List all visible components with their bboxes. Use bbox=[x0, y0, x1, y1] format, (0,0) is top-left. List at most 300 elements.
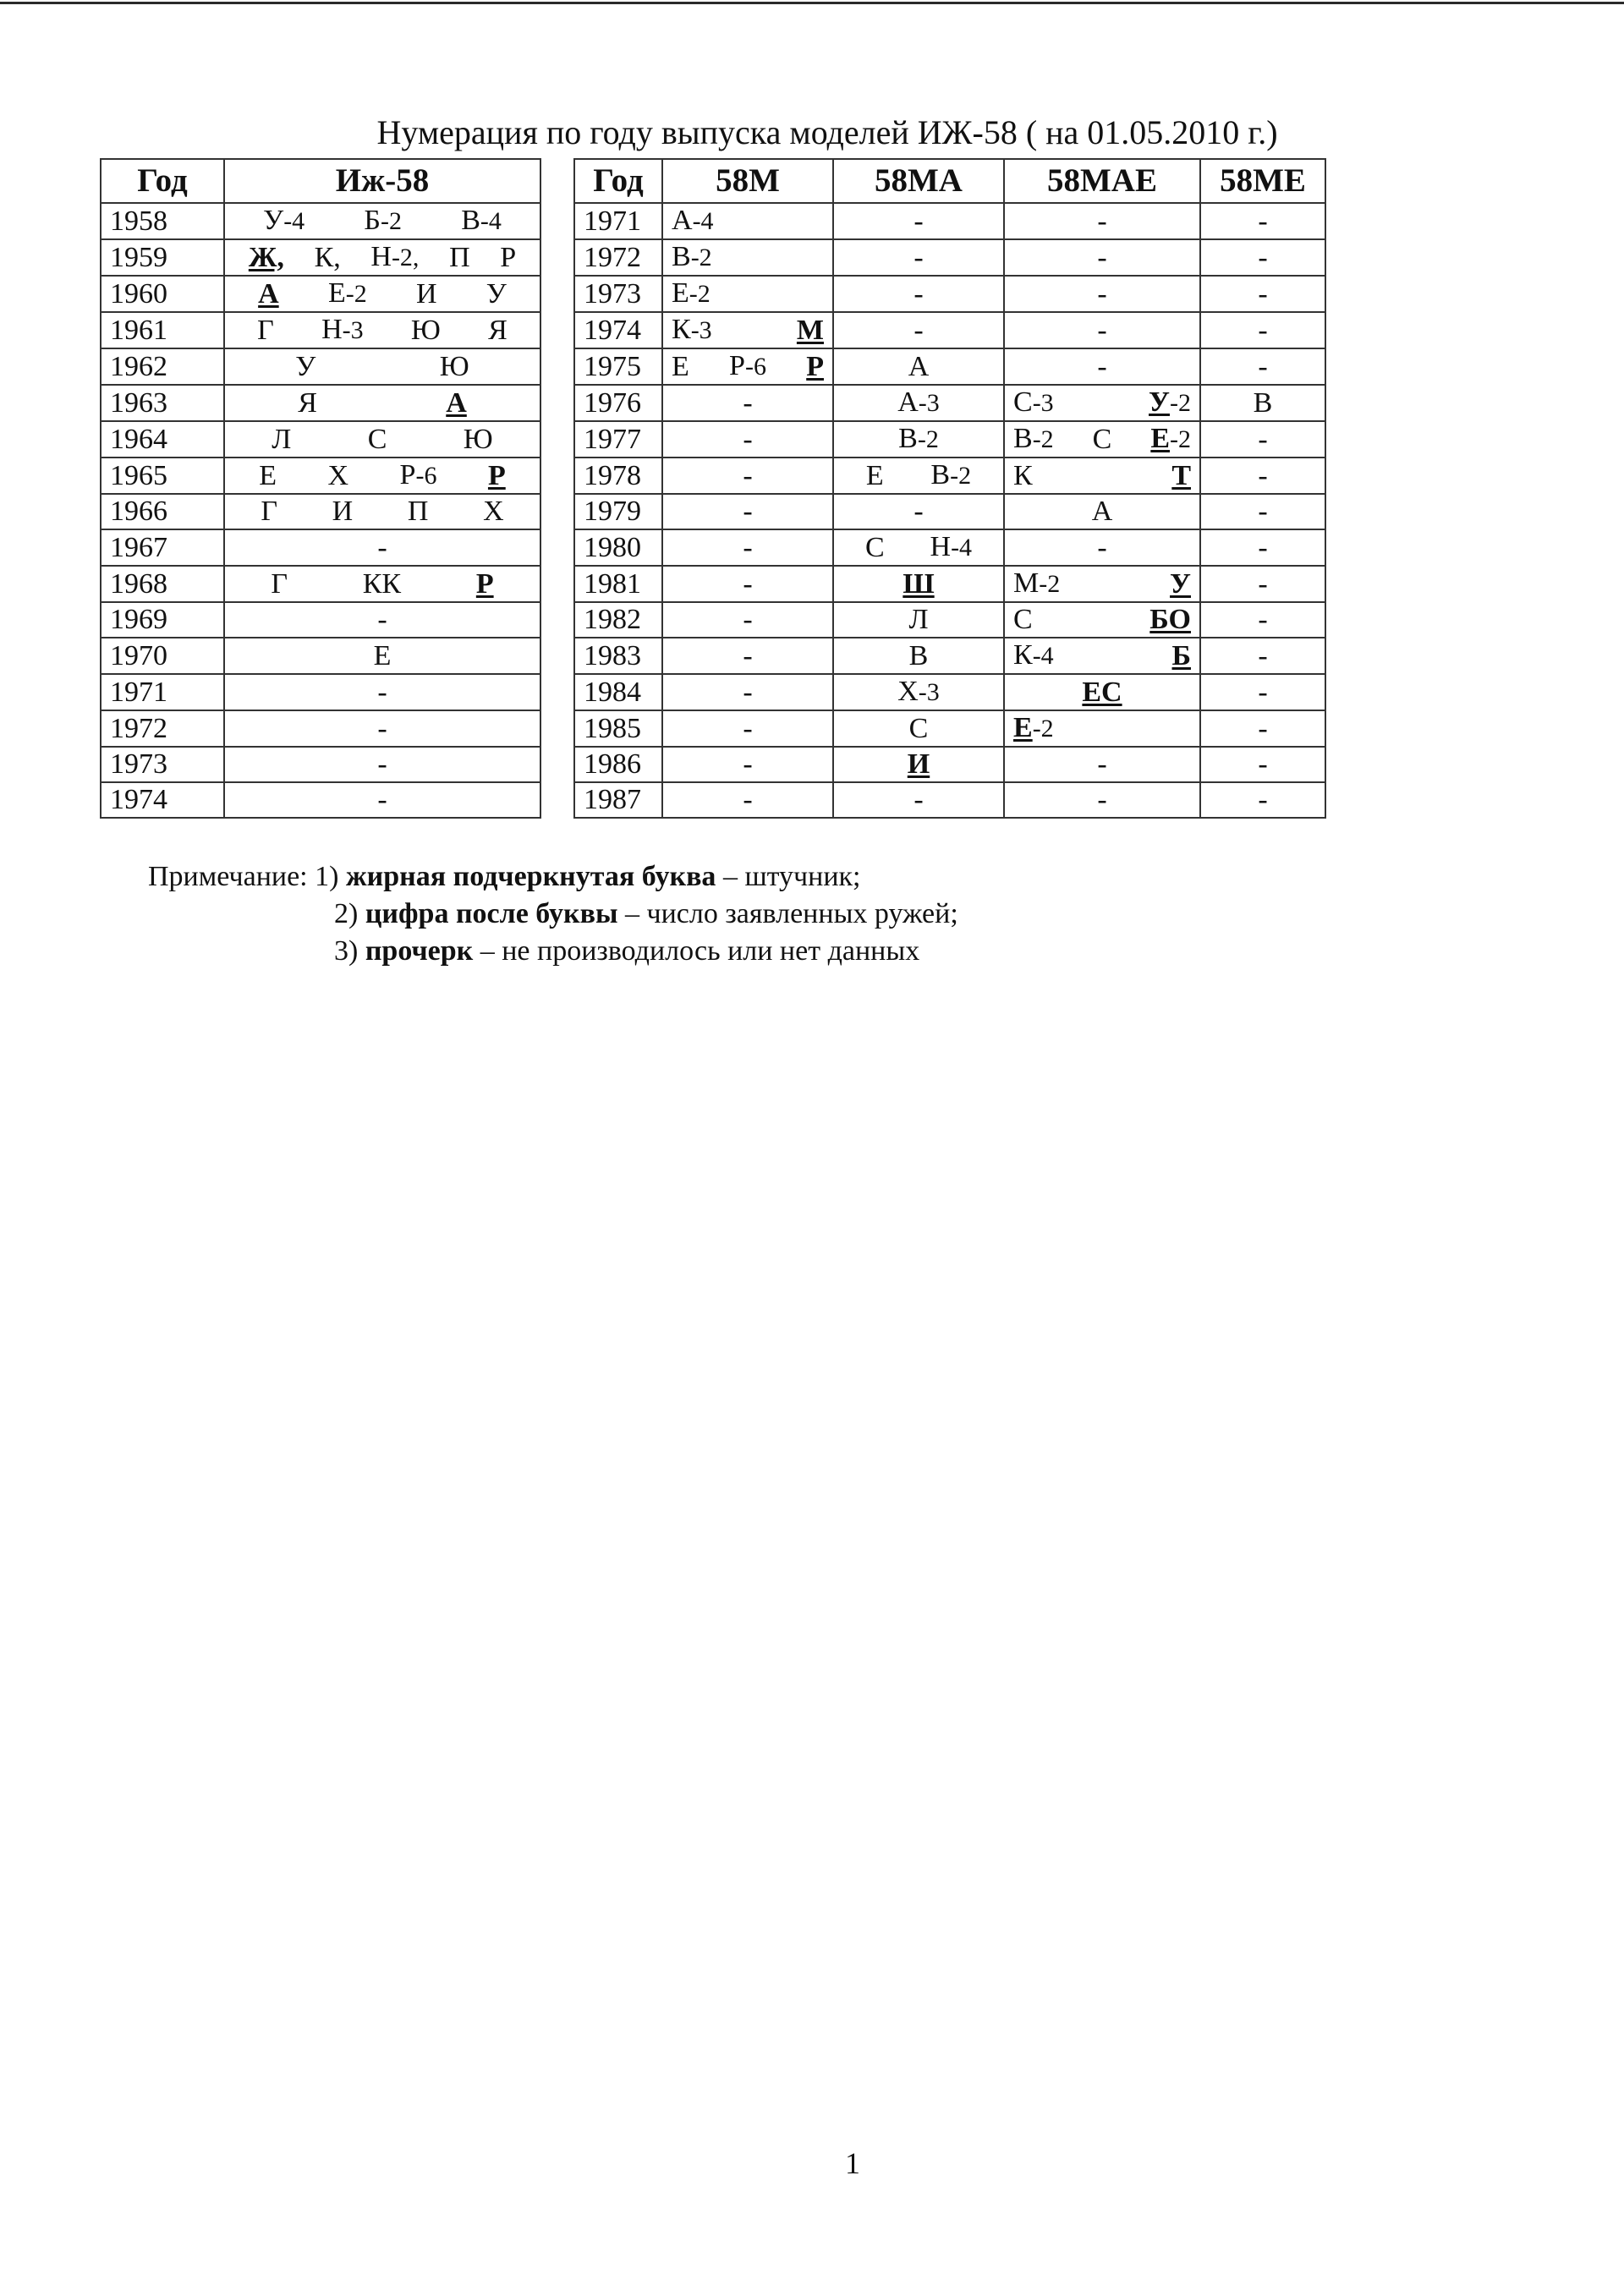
year-cell: 1963 bbox=[101, 385, 224, 421]
dash-mark: - bbox=[914, 241, 924, 273]
code-group bbox=[500, 241, 516, 275]
code-group bbox=[1149, 603, 1191, 637]
column-gap bbox=[540, 385, 574, 421]
dash-mark: - bbox=[377, 676, 387, 708]
code-group bbox=[914, 205, 923, 238]
letter: А bbox=[908, 350, 930, 382]
year-cell: 1965 bbox=[101, 458, 224, 494]
year-cell: 1973 bbox=[574, 276, 662, 312]
code-group bbox=[295, 350, 315, 384]
cell-content bbox=[1210, 567, 1316, 601]
table-row bbox=[101, 710, 1325, 747]
cell-content bbox=[1013, 277, 1191, 311]
58mae-cell bbox=[1004, 566, 1200, 602]
code-group bbox=[1258, 567, 1267, 601]
column-gap bbox=[540, 421, 574, 458]
custom-letter: Е bbox=[1150, 423, 1170, 454]
letter: С bbox=[864, 531, 885, 563]
58ma-cell bbox=[833, 529, 1004, 566]
58me-cell bbox=[1200, 674, 1325, 710]
year-cell: 1985 bbox=[574, 710, 662, 747]
code-group bbox=[1097, 783, 1106, 817]
code-group bbox=[672, 240, 712, 275]
code-group bbox=[315, 241, 341, 275]
cell-content bbox=[1210, 676, 1316, 710]
letter: В bbox=[930, 459, 951, 490]
58ma-cell bbox=[833, 494, 1004, 529]
code-group bbox=[1172, 639, 1191, 673]
58m-cell bbox=[662, 782, 833, 818]
cell-content bbox=[1013, 748, 1191, 781]
letter: У bbox=[295, 350, 316, 382]
58m-cell bbox=[662, 494, 833, 529]
code-group bbox=[446, 386, 467, 420]
code-group bbox=[483, 495, 504, 529]
code-group bbox=[272, 423, 291, 457]
letter: Г bbox=[261, 496, 277, 527]
year-cell: 1966 bbox=[101, 494, 224, 529]
cell-content bbox=[1210, 350, 1316, 384]
letter: Р bbox=[500, 241, 517, 273]
58mae-cell bbox=[1004, 782, 1200, 818]
58mae-cell bbox=[1004, 747, 1200, 782]
code-group bbox=[1097, 531, 1106, 565]
cell-content bbox=[842, 277, 995, 311]
code-group bbox=[1097, 314, 1106, 348]
code-group bbox=[1258, 676, 1267, 710]
code-group bbox=[908, 603, 928, 637]
table-row bbox=[101, 566, 1325, 602]
scan-top-edge bbox=[0, 2, 1624, 4]
year-cell: 1961 bbox=[101, 312, 224, 348]
cell-content bbox=[1210, 603, 1316, 637]
58mae-cell bbox=[1004, 494, 1200, 529]
year-cell: 1982 bbox=[574, 602, 662, 638]
58ma-cell bbox=[833, 421, 1004, 458]
cell-content bbox=[672, 531, 824, 565]
code-group bbox=[1258, 241, 1267, 275]
code-group bbox=[1013, 459, 1033, 493]
count-suffix: -2 bbox=[1170, 425, 1191, 453]
cell-content bbox=[672, 386, 824, 420]
code-group bbox=[914, 783, 923, 817]
58me-cell bbox=[1200, 385, 1325, 421]
letter: У bbox=[486, 277, 507, 310]
cell-content bbox=[233, 386, 531, 420]
dash-mark: - bbox=[743, 531, 753, 563]
year-cell: 1967 bbox=[101, 529, 224, 566]
code-group bbox=[374, 639, 392, 673]
cell-content bbox=[1210, 314, 1316, 348]
count-suffix: -3 bbox=[918, 389, 940, 417]
year-cell: 1974 bbox=[101, 782, 224, 818]
izh58-cell bbox=[224, 710, 540, 747]
58ma-cell bbox=[833, 602, 1004, 638]
58mae-cell bbox=[1004, 203, 1200, 239]
dash-mark: - bbox=[1258, 748, 1268, 780]
dash-mark: - bbox=[1097, 748, 1107, 780]
letter: Е bbox=[327, 277, 346, 309]
table-row bbox=[101, 494, 1325, 529]
letter: Р bbox=[729, 350, 745, 381]
code-group bbox=[1254, 386, 1273, 420]
58mae-cell bbox=[1004, 312, 1200, 348]
cell-content bbox=[672, 204, 824, 238]
count-suffix: -3 bbox=[690, 316, 712, 344]
izh58-cell bbox=[224, 239, 540, 276]
code-group bbox=[1258, 314, 1267, 348]
code-group bbox=[261, 495, 277, 529]
code-group bbox=[259, 459, 277, 493]
58mae-cell bbox=[1004, 602, 1200, 638]
column-gap bbox=[540, 782, 574, 818]
table-header-row bbox=[101, 159, 1325, 203]
cell-content bbox=[233, 458, 531, 493]
column-gap bbox=[540, 239, 574, 276]
izh58-cell bbox=[224, 494, 540, 529]
code-group bbox=[1013, 386, 1054, 420]
letter: Я bbox=[298, 386, 317, 419]
code-group bbox=[416, 277, 437, 311]
code-group bbox=[464, 423, 493, 457]
code-group bbox=[909, 712, 929, 746]
code-group bbox=[377, 783, 387, 817]
code-group bbox=[271, 567, 288, 601]
year-cell: 1978 bbox=[574, 458, 662, 494]
dash-mark: - bbox=[914, 784, 924, 815]
58ma-cell bbox=[833, 312, 1004, 348]
code-group bbox=[914, 495, 923, 529]
letter: А bbox=[672, 205, 693, 236]
header-58m: 58М bbox=[662, 159, 833, 203]
cell-content bbox=[842, 205, 995, 238]
count-suffix: -3 bbox=[1032, 389, 1054, 417]
code-group bbox=[332, 495, 354, 529]
count-suffix: -2, bbox=[391, 244, 420, 271]
count-suffix: -2 bbox=[689, 280, 710, 308]
code-group bbox=[1097, 205, 1106, 238]
dash-mark: - bbox=[1097, 350, 1107, 382]
header-58ma: 58МА bbox=[833, 159, 1004, 203]
dash-mark: - bbox=[377, 748, 387, 780]
cell-content bbox=[842, 386, 995, 420]
58mae-cell bbox=[1004, 458, 1200, 494]
code-group bbox=[743, 783, 752, 817]
page-title: Нумерация по году выпуска моделей ИЖ-58 ( на 01.05.2010 г.) bbox=[376, 113, 1278, 151]
cell-content bbox=[233, 204, 531, 238]
58ma-cell bbox=[833, 203, 1004, 239]
letter: В bbox=[672, 241, 691, 272]
cell-content bbox=[842, 783, 995, 817]
cell-content bbox=[233, 240, 531, 275]
cell-content bbox=[1013, 676, 1191, 710]
cell-content bbox=[672, 349, 824, 384]
cell-content bbox=[842, 748, 995, 781]
code-group bbox=[914, 314, 923, 348]
58me-cell bbox=[1200, 782, 1325, 818]
custom-letter: БО bbox=[1149, 604, 1191, 635]
column-gap bbox=[540, 458, 574, 494]
cell-content bbox=[672, 712, 824, 746]
column-gap bbox=[540, 602, 574, 638]
code-group bbox=[897, 386, 940, 420]
dash-mark: - bbox=[1258, 241, 1268, 273]
code-group bbox=[1258, 495, 1267, 529]
cell-content bbox=[672, 459, 824, 493]
letter: Х bbox=[327, 459, 349, 491]
year-cell: 1964 bbox=[101, 421, 224, 458]
58me-cell bbox=[1200, 421, 1325, 458]
dash-mark: - bbox=[1258, 784, 1268, 815]
code-group bbox=[1097, 241, 1106, 275]
58ma-cell bbox=[833, 638, 1004, 674]
column-gap bbox=[540, 638, 574, 674]
count-suffix: -2 bbox=[917, 425, 939, 453]
cell-content bbox=[842, 530, 995, 565]
dash-mark: - bbox=[1258, 604, 1268, 635]
58me-cell bbox=[1200, 348, 1325, 385]
code-group bbox=[249, 241, 284, 275]
58me-cell bbox=[1200, 566, 1325, 602]
cell-content bbox=[1013, 783, 1191, 817]
58me-cell bbox=[1200, 494, 1325, 529]
count-suffix: -2 bbox=[345, 280, 367, 308]
custom-letter: Р bbox=[487, 459, 506, 491]
code-group bbox=[1258, 531, 1267, 565]
cell-content bbox=[233, 567, 531, 601]
dash-mark: - bbox=[743, 712, 753, 744]
izh58-cell bbox=[224, 529, 540, 566]
code-group bbox=[1171, 459, 1191, 493]
year-cell: 1984 bbox=[574, 674, 662, 710]
cell-content bbox=[1013, 241, 1191, 275]
table-row bbox=[101, 529, 1325, 566]
letter: И bbox=[332, 496, 354, 527]
year-cell: 1971 bbox=[574, 203, 662, 239]
58m-cell bbox=[662, 566, 833, 602]
code-group bbox=[914, 277, 923, 311]
column-gap bbox=[540, 494, 574, 529]
year-cell: 1981 bbox=[574, 566, 662, 602]
header-58mae: 58МАЕ bbox=[1004, 159, 1200, 203]
cell-content bbox=[1210, 783, 1316, 817]
custom-letter: У bbox=[1170, 567, 1191, 600]
dash-mark: - bbox=[377, 604, 387, 635]
dash-mark: - bbox=[743, 784, 753, 815]
count-suffix: -4 bbox=[951, 534, 973, 562]
izh58-cell bbox=[224, 602, 540, 638]
letter: В bbox=[1013, 423, 1033, 454]
letter: Г bbox=[271, 567, 288, 600]
count-suffix: -6 bbox=[415, 462, 437, 490]
code-group bbox=[743, 386, 752, 420]
cell-content bbox=[1210, 531, 1316, 565]
cell-content bbox=[842, 639, 995, 673]
letter: С bbox=[908, 712, 929, 744]
code-group bbox=[1258, 205, 1267, 238]
year-cell: 1960 bbox=[101, 276, 224, 312]
letter: В bbox=[1253, 386, 1273, 419]
58m-cell bbox=[662, 385, 833, 421]
58m-cell bbox=[662, 529, 833, 566]
dash-mark: - bbox=[1258, 423, 1268, 455]
code-group bbox=[363, 567, 401, 601]
dash-mark: - bbox=[1258, 205, 1268, 237]
58m-cell bbox=[662, 602, 833, 638]
custom-letter: И bbox=[907, 748, 930, 780]
cell-content bbox=[1013, 711, 1191, 746]
code-group bbox=[1093, 423, 1112, 457]
izh58-cell bbox=[224, 312, 540, 348]
letter: С bbox=[1092, 423, 1112, 455]
code-group bbox=[743, 748, 752, 781]
cell-content bbox=[672, 423, 824, 457]
code-group bbox=[408, 495, 429, 529]
letter: Н bbox=[930, 531, 952, 562]
custom-letter: Е bbox=[1013, 712, 1033, 743]
letter: С bbox=[367, 423, 387, 455]
code-group bbox=[930, 530, 973, 565]
58ma-cell bbox=[833, 782, 1004, 818]
code-group bbox=[743, 603, 752, 637]
dash-mark: - bbox=[1097, 314, 1107, 346]
58m-cell bbox=[662, 348, 833, 385]
custom-letter: Б bbox=[1171, 639, 1191, 671]
column-gap bbox=[540, 276, 574, 312]
cell-content bbox=[1013, 531, 1191, 565]
code-group bbox=[743, 712, 752, 746]
letter: К, bbox=[314, 241, 341, 273]
cell-content bbox=[233, 277, 531, 311]
letter: П bbox=[407, 496, 429, 527]
cell-content bbox=[672, 603, 824, 637]
izh58-cell bbox=[224, 674, 540, 710]
table-row bbox=[101, 239, 1325, 276]
code-group bbox=[1258, 712, 1267, 746]
letter: И bbox=[415, 277, 437, 310]
dash-mark: - bbox=[1258, 496, 1268, 527]
letter: Г bbox=[257, 314, 274, 346]
58ma-cell bbox=[833, 239, 1004, 276]
letter: В bbox=[908, 639, 929, 671]
custom-letter: М bbox=[796, 314, 824, 346]
year-cell: 1973 bbox=[101, 747, 224, 782]
letter: Ю bbox=[439, 350, 469, 382]
letter: Е bbox=[672, 277, 689, 309]
year-cell: 1976 bbox=[574, 385, 662, 421]
code-group bbox=[898, 422, 939, 457]
year-cell: 1974 bbox=[574, 312, 662, 348]
izh58-cell bbox=[224, 566, 540, 602]
note-1: Примечание: 1) жирная подчеркнутая буква – штучник; bbox=[148, 861, 861, 892]
dash-mark: - bbox=[377, 531, 387, 563]
code-group bbox=[743, 423, 752, 457]
izh58-cell bbox=[224, 203, 540, 239]
cell-content bbox=[672, 783, 824, 817]
code-group bbox=[400, 458, 437, 493]
column-gap bbox=[540, 348, 574, 385]
cell-content bbox=[1210, 748, 1316, 781]
code-group bbox=[1013, 711, 1054, 746]
code-group bbox=[368, 423, 387, 457]
58m-cell bbox=[662, 421, 833, 458]
count-suffix: -6 bbox=[744, 353, 766, 381]
dash-mark: - bbox=[743, 604, 753, 635]
cell-content bbox=[1013, 350, 1191, 384]
code-group bbox=[865, 531, 885, 565]
letter: Л bbox=[908, 604, 929, 635]
code-group bbox=[897, 675, 940, 710]
cell-content bbox=[233, 495, 531, 529]
code-group bbox=[729, 349, 766, 384]
code-group bbox=[1013, 567, 1060, 601]
year-cell: 1972 bbox=[101, 710, 224, 747]
table-row bbox=[101, 421, 1325, 458]
dash-mark: - bbox=[1258, 567, 1268, 600]
code-group bbox=[370, 240, 419, 275]
letter: А bbox=[1091, 496, 1113, 527]
column-gap bbox=[540, 747, 574, 782]
code-group bbox=[321, 313, 364, 348]
count-suffix: -3 bbox=[342, 316, 364, 344]
count-suffix: -2 bbox=[380, 207, 402, 235]
column-gap bbox=[540, 710, 574, 747]
cell-content bbox=[672, 313, 824, 348]
code-group bbox=[377, 531, 387, 565]
letter: Я bbox=[488, 314, 508, 346]
izh58-cell bbox=[224, 276, 540, 312]
dash-mark: - bbox=[743, 748, 753, 780]
column-gap bbox=[540, 674, 574, 710]
note-2: 2) цифра после буквы – число заявленных ружей; bbox=[334, 898, 958, 929]
count-suffix: -2 bbox=[1032, 715, 1054, 743]
year-cell: 1983 bbox=[574, 638, 662, 674]
cell-content bbox=[1013, 422, 1191, 457]
code-group bbox=[1258, 423, 1267, 457]
code-group bbox=[328, 277, 367, 311]
58ma-cell bbox=[833, 710, 1004, 747]
dash-mark: - bbox=[743, 386, 753, 419]
code-group bbox=[461, 204, 502, 238]
dash-mark: - bbox=[1258, 676, 1268, 708]
cell-content bbox=[1210, 241, 1316, 275]
cell-content bbox=[1013, 205, 1191, 238]
code-group bbox=[672, 204, 714, 238]
cell-content bbox=[233, 783, 531, 817]
letter: Ю bbox=[410, 314, 441, 346]
column-gap bbox=[540, 529, 574, 566]
cell-content bbox=[1210, 423, 1316, 457]
58me-cell bbox=[1200, 276, 1325, 312]
dash-mark: - bbox=[743, 459, 753, 491]
year-cell: 1971 bbox=[101, 674, 224, 710]
year-cell: 1972 bbox=[574, 239, 662, 276]
code-group bbox=[298, 386, 317, 420]
custom-letter: Ш bbox=[903, 567, 935, 600]
58me-cell bbox=[1200, 710, 1325, 747]
code-group bbox=[743, 639, 752, 673]
cell-content bbox=[842, 567, 995, 601]
count-suffix: -2 bbox=[1039, 570, 1061, 598]
table-row bbox=[101, 782, 1325, 818]
code-group bbox=[1013, 638, 1054, 673]
dash-mark: - bbox=[1097, 241, 1107, 273]
dash-mark: - bbox=[1258, 314, 1268, 346]
58ma-cell bbox=[833, 458, 1004, 494]
code-group bbox=[1258, 459, 1267, 493]
dash-mark: - bbox=[743, 639, 753, 671]
code-group bbox=[263, 204, 304, 238]
